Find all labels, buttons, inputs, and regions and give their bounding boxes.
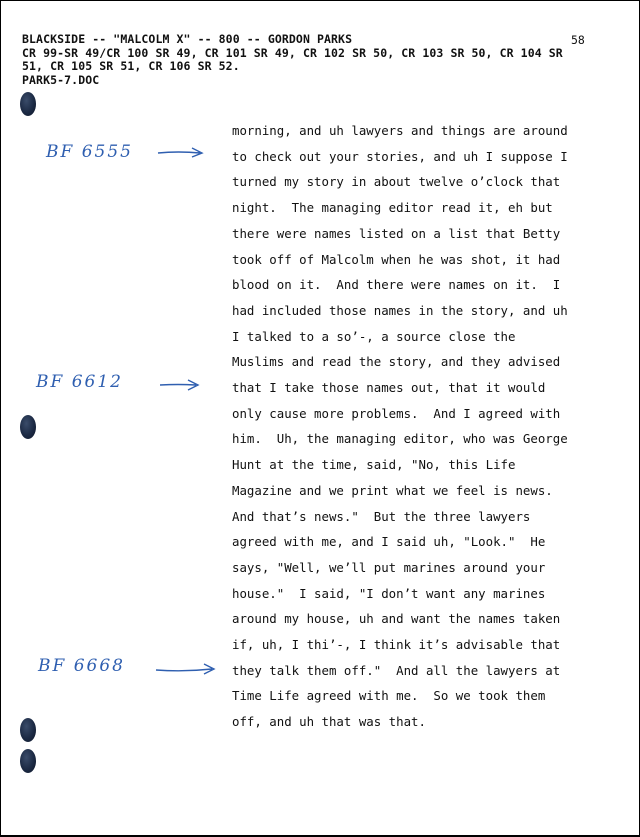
punch-hole xyxy=(20,92,36,116)
header-filename: PARK5-7.DOC xyxy=(22,72,100,87)
document-header xyxy=(22,33,622,87)
transcript-line: to check out your stories, and uh I suppose I xyxy=(232,148,568,164)
transcript-line: turned my story in about twelve o’clock that xyxy=(232,174,561,190)
transcript-line: house." I said, "I don’t want any marines xyxy=(232,585,546,601)
punch-hole xyxy=(20,749,36,773)
header-reference-line-2: 51, CR 105 SR 51, CR 106 SR 52. xyxy=(22,59,240,73)
transcript-line: night. The managing editor read it, eh but xyxy=(232,200,553,216)
transcript-line: had included those names in the story, and uh xyxy=(232,302,568,318)
transcript-line: off, and uh that was that. xyxy=(232,714,426,730)
punch-hole xyxy=(20,415,36,439)
transcript-body xyxy=(232,118,592,735)
transcript-line: agreed with me, and I said uh, "Look." He xyxy=(232,534,546,550)
header-reference-line-1: CR 99-SR 49/CR 100 SR 49, CR 101 SR 49, CR 102 SR 50, CR 103 SR 50, CR 104 SR xyxy=(22,45,563,60)
transcript-line: Time Life agreed with me. So we took them xyxy=(232,688,546,704)
transcript-line: And that’s news." But the three lawyers xyxy=(232,508,531,524)
handwritten-annotation xyxy=(36,372,123,392)
annotation-text: BF 6555 xyxy=(46,142,133,162)
arrow-right-icon xyxy=(160,379,200,391)
transcript-line: him. Uh, the managing editor, who was George xyxy=(232,431,568,447)
annotation-text: BF 6612 xyxy=(36,372,123,392)
transcript-line: took off of Malcolm when he was shot, it had xyxy=(232,251,561,267)
transcript-line: if, uh, I thi’-, I think it’s advisable that xyxy=(232,637,561,653)
transcript-line: says, "Well, we’ll put marines around your xyxy=(232,559,546,575)
header-title-line: BLACKSIDE -- "MALCOLM X" -- 800 -- GORDON PARKS xyxy=(22,32,353,46)
transcript-line: I talked to a so’-, a source close the xyxy=(232,328,516,344)
punch-hole xyxy=(20,718,36,742)
page-number: 58 xyxy=(571,33,585,47)
transcript-line: they talk them off." And all the lawyers at xyxy=(232,662,561,678)
handwritten-annotation xyxy=(46,142,133,162)
transcript-line: around my house, uh and want the names taken xyxy=(232,611,561,627)
handwritten-annotation xyxy=(38,656,125,676)
transcript-line: there were names listed on a list that Betty xyxy=(232,225,561,241)
transcript-line: only cause more problems. And I agreed with xyxy=(232,405,561,421)
transcript-line: blood on it. And there were names on it. I xyxy=(232,277,561,293)
transcript-line: morning, and uh lawyers and things are around xyxy=(232,123,568,138)
transcript-line: Muslims and read the story, and they advised xyxy=(232,354,561,370)
transcript-line: Hunt at the time, said, "No, this Life xyxy=(232,457,516,473)
arrow-right-icon xyxy=(156,662,218,676)
transcript-line: Magazine and we print what we feel is news. xyxy=(232,482,553,498)
annotation-text: BF 6668 xyxy=(38,656,125,676)
arrow-right-icon xyxy=(158,147,206,159)
transcript-line: that I take those names out, that it would xyxy=(232,380,546,396)
